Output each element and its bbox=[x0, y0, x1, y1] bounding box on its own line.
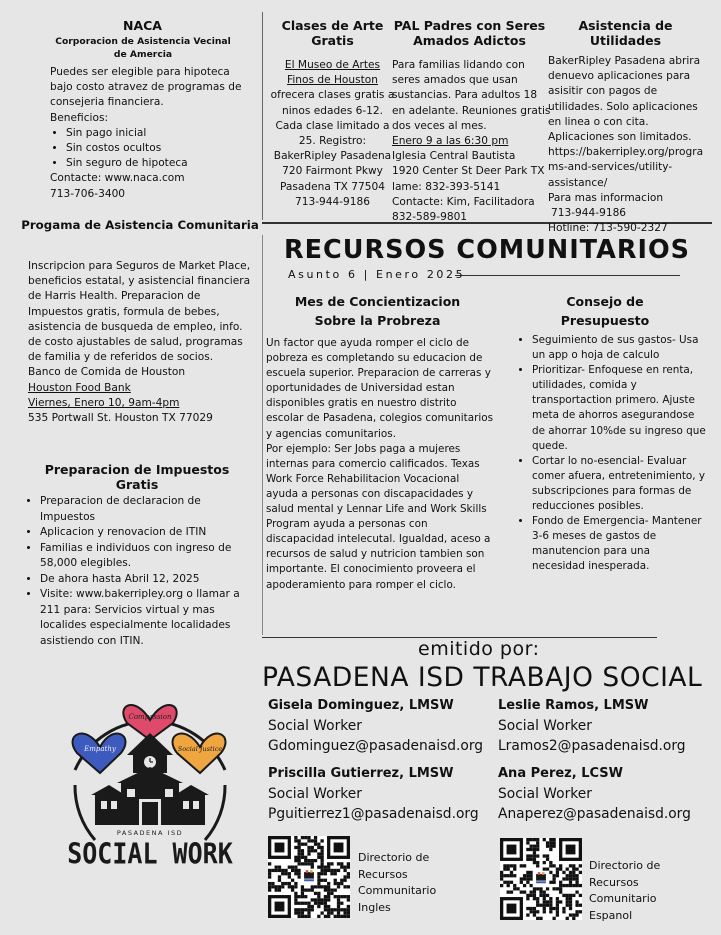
list-item: • Seguimiento de sus gastos- Usa un app o hoja de calculo bbox=[532, 333, 706, 363]
list-item: • De ahora hasta Abril 12, 2025 bbox=[40, 572, 254, 588]
heart-label: Empathy bbox=[84, 745, 116, 753]
community-assistance-body: Inscripcion para Seguros de Market Place, beneficios estatal, y asistencial financiera de Harris Health. Preparacion de Impuestos gratis, formula de bebes, asistencia de busqueda de empleo, info. de costo ajustables de salud, programas de familia y de referidos de socios. bbox=[28, 260, 251, 364]
naca-phone: 713-706-3400 bbox=[50, 187, 126, 200]
utilities-section bbox=[548, 54, 708, 236]
staff-role: Social Worker bbox=[498, 786, 592, 802]
staff-name: Priscilla Gutierrez, LMSW bbox=[268, 766, 454, 781]
staff-card bbox=[498, 764, 721, 824]
list-item: • Aplicacion y renovacion de ITIN bbox=[40, 525, 254, 541]
tax-prep-list bbox=[24, 494, 254, 649]
poverty-body: Un factor que ayuda romper el ciclo de pobreza es completando su educacion de escuela superior. Preparacion de carreras y oportunidades de Universidad estan disponibles gratis en nuestro distrito escolar de Pasadena, colegios comunitarios y agencias comunitarios. bbox=[266, 337, 494, 440]
issued-by-label: emitido por: bbox=[418, 638, 540, 660]
art-classes-title: Clases de Arte Gratis bbox=[281, 18, 384, 48]
art-classes-body: ofrecera clases gratis a ninos edades 6-12. Cada clase limitado a 25. Registro: bbox=[270, 89, 395, 148]
naca-benefits-label: Beneficios: bbox=[50, 111, 109, 124]
pal-body: Para familias lidando con seres amados que usan sustancias. Para adultos 18 en adelante. Reuniones gratis dos veces al mes. bbox=[392, 59, 551, 132]
column-divider bbox=[262, 12, 263, 220]
pal-contact: Contacte: Kim, Facilitadora bbox=[392, 195, 535, 208]
logo-org: PASADENA ISD bbox=[116, 829, 184, 837]
utilities-body: BakerRipley Pasadena abrira denuevo aplicaciones para asisitir con pagos de utilidades. Solo aplicaciones en linea o con cita. Aplicaciones son limitados. https://bakerripley.org/programs-and-services/utility-assistance/ bbox=[548, 55, 704, 189]
utilities-hotline: Hotline: 713-590-2327 bbox=[548, 222, 668, 235]
food-bank-date: Viernes, Enero 10, 9am-4pm bbox=[28, 396, 180, 409]
pal-date: Enero 9 a las 6:30 pm bbox=[392, 135, 509, 148]
qr-code-spanish[interactable] bbox=[500, 838, 582, 920]
heart-icon bbox=[173, 734, 226, 773]
staff-email[interactable]: Anaperez@pasadenaisd.org bbox=[498, 806, 691, 822]
qr-label-english: Directorio de Recursos Communitario Ingles bbox=[358, 851, 437, 914]
pal-title: PAL Padres con Seres Amados Adictos bbox=[393, 18, 546, 48]
issue-rule bbox=[455, 275, 680, 276]
list-item: • Prioritizar- Enfoquese en renta, utilidades, comida y transportaction primero. Ajuste meta de ahorros asegurandose de ahorrar 10%de su ingreso que quede. bbox=[532, 363, 706, 454]
staff-role: Social Worker bbox=[498, 718, 592, 734]
community-assistance-title: Progama de Asistencia Comunitaria bbox=[21, 218, 259, 232]
logo-name: SOCIAL WORK bbox=[67, 837, 233, 872]
list-item: • Fondo de Emergencia- Mantener 3-6 meses de gastos de manutencion para una necesidad inesperada. bbox=[532, 514, 706, 574]
art-phone: 713-944-9186 bbox=[294, 195, 371, 208]
staff-email[interactable]: Lramos2@pasadenaisd.org bbox=[498, 738, 686, 754]
community-assistance-section bbox=[28, 259, 256, 426]
budget-list bbox=[516, 333, 706, 575]
list-item: • Familias e individuos con ingreso de 58,000 elegibles. bbox=[40, 541, 254, 572]
list-item: • Visite: www.bakerripley.org o llamar a 211 para: Servicios virtual y mas localides especialmente localidades asistiendo con ITIN. bbox=[40, 587, 254, 649]
food-bank-name: Houston Food Bank bbox=[28, 381, 131, 394]
naca-subtitle: Corporacion de Asistencia Vecinal de Amercia bbox=[55, 36, 231, 60]
art-location: BakerRipley Pasadena bbox=[273, 150, 392, 163]
heart-label: Social Justice bbox=[177, 745, 223, 753]
poverty-section bbox=[266, 336, 494, 593]
staff-email[interactable]: Pguitierrez1@pasadenaisd.org bbox=[268, 806, 479, 822]
food-bank-line: Banco de Comida de Houston bbox=[28, 366, 186, 379]
naca-section bbox=[50, 65, 255, 202]
utilities-info-label: Para mas informacion bbox=[548, 191, 664, 204]
staff-card bbox=[498, 696, 721, 756]
staff-email[interactable]: Gdominguez@pasadenaisd.org bbox=[268, 738, 484, 754]
tax-prep-title: Preparacion de Impuestos Gratis bbox=[44, 462, 230, 492]
staff-name: Leslie Ramos, LMSW bbox=[498, 698, 649, 713]
column-divider bbox=[262, 235, 263, 635]
qr-code-icon bbox=[268, 836, 350, 918]
list-item: • Sin pago inicial bbox=[66, 126, 255, 141]
list-item: • Sin costos ocultos bbox=[66, 141, 255, 156]
tax-prep-section bbox=[24, 494, 254, 649]
qr-label-spanish: Directorio de Recursos Comunitario Espanol bbox=[589, 859, 661, 922]
list-item: • Sin seguro de hipoteca bbox=[66, 156, 255, 171]
art-city: Pasadena TX 77504 bbox=[279, 180, 386, 193]
list-item: • Cortar lo no-esencial- Evaluar comer afuera, entretenimiento, y subscripciones para formas de reducciones posibles. bbox=[532, 454, 706, 514]
art-street: 720 Fairmont Pkwy bbox=[282, 165, 383, 178]
pal-call: lame: 832-393-5141 bbox=[392, 180, 501, 193]
poverty-example: Por ejemplo: Ser Jobs paga a mujeres internas para comercio calificados. Texas Work Force Rehabilitacion Vocacional ayuda a personas con discapacidades y salud mental y Lennar Life and Work Skills Program ayuda a personas con discapacidad intelecutal. Igualdad, aceso a recursos de salud y nutricion tambien son importante. El conocimiento proveera el apoderamiento para romper el ciclo. bbox=[266, 442, 491, 591]
qr-code-icon bbox=[500, 838, 582, 920]
masthead-title: RECURSOS COMUNITARIOS bbox=[283, 235, 690, 265]
pal-place: Iglesia Central Bautista bbox=[392, 150, 516, 163]
art-classes-section bbox=[270, 58, 395, 210]
pal-address: 1920 Center St Deer Park TX bbox=[392, 165, 545, 178]
staff-card bbox=[268, 764, 498, 824]
naca-intro: Puedes ser elegible para hipoteca bajo costo atravez de programas de consejeria financiera. bbox=[50, 66, 242, 109]
pal-contact-phone: 832-589-9801 bbox=[392, 211, 468, 224]
staff-name: Gisela Dominguez, LMSW bbox=[268, 698, 454, 713]
staff-role: Social Worker bbox=[268, 718, 362, 734]
qr-code-english[interactable] bbox=[268, 836, 350, 918]
issue-label: Asunto 6 | Enero 2025 bbox=[288, 268, 466, 281]
utilities-phone: 713-944-9186 bbox=[551, 207, 627, 220]
naca-benefits-list bbox=[50, 126, 255, 172]
naca-contact: Contacte: www.naca.com bbox=[50, 172, 185, 185]
staff-card bbox=[268, 696, 498, 756]
utilities-title: Asistencia de Utilidades bbox=[578, 18, 673, 48]
logo-graphic bbox=[55, 675, 245, 875]
staff-name: Ana Perez, LCSW bbox=[498, 766, 623, 781]
pal-section bbox=[392, 58, 552, 225]
heart-label: Compassion bbox=[128, 713, 172, 721]
list-item: • Preparacion de declaracion de Impuestos bbox=[40, 494, 254, 525]
budget-section bbox=[516, 333, 706, 575]
naca-title: NACA bbox=[123, 18, 162, 33]
department-title: PASADENA ISD TRABAJO SOCIAL bbox=[262, 662, 703, 693]
staff-role: Social Worker bbox=[268, 786, 362, 802]
budget-title: Consejo de Presupuesto bbox=[560, 294, 650, 328]
social-work-logo bbox=[55, 675, 245, 875]
art-museum-link[interactable]: El Museo de Artes Finos de Houston bbox=[284, 59, 381, 87]
food-bank-address: 535 Portwall St. Houston TX 77029 bbox=[28, 412, 213, 425]
poverty-title: Mes de Concientizacion Sobre la Probreza bbox=[294, 294, 461, 328]
